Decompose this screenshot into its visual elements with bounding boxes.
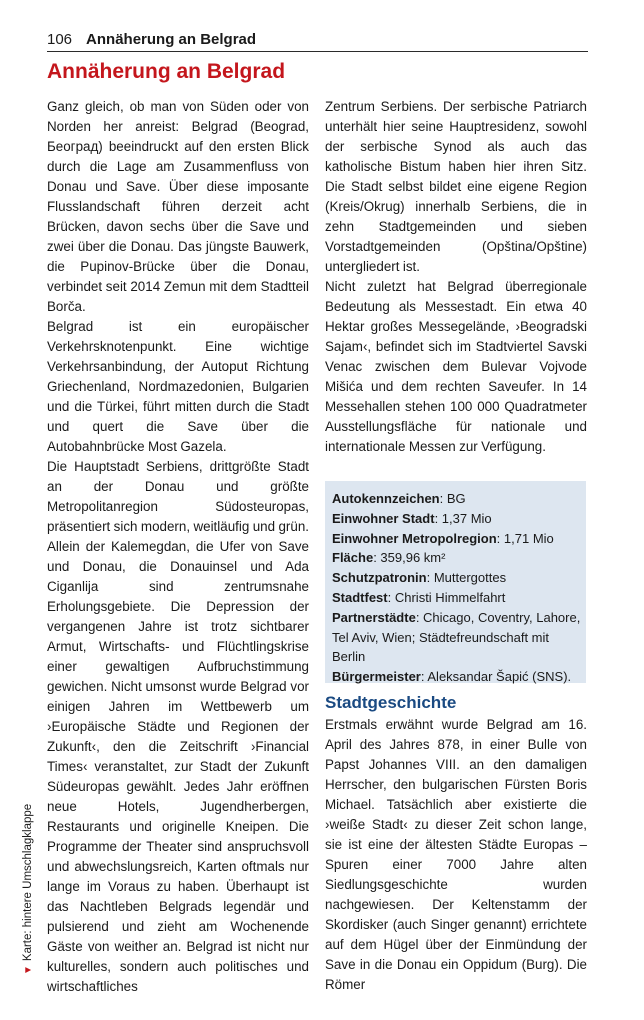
fact-partner-cities: Partnerstädte: Chicago, Coventry, Lahore, Tel Aviv, Wien; Städtefreundschaft mit Berlin <box>332 609 581 665</box>
fact-patron-saint: Schutzpatronin: Muttergottes <box>332 570 507 586</box>
running-head <box>47 30 587 50</box>
fact-license-plate: Autokennzeichen: BG <box>332 491 466 506</box>
section-body <box>325 715 587 995</box>
paragraph: Die Hauptstadt Serbiens, drittgrößte Stadt an der Donau und größte Metropolitanregion Südosteuropas, präsentiert sich modern, weitläufig und grün. Allein der Kalemegdan, die Ufer von Save und Donau, die Donauinsel und Ada Ciganlija sind zentrumsnahe Erholungsgebiete. Die Depression der vergangenen Jahre ist trotz sichtbarer Armut, Wirtschafts- und Flüchtlingskrise einer gewaltigen Aufbruchstimmung gewichen. Nicht umsonst wurde Belgrad vor einigen Jahren im Wettbewerb um ›Europäische Städte und Regionen der Zukunft‹, den die Zeitschrift ›Financial Times‹ veranstaltet, zur Stadt der Zukunft Südeuropas gewählt. Jedes Jahr eröffnen neue Hotels, Jugendherbergen, Restaurants und originelle Kneipen. Die Programme der Theater sind anspruchsvoll und abwechslungsreich, Karten oftmals nur lange im Voraus zu haben. Überhaupt ist das Nachtleben Belgrads legendär und pulsierend und zieht am Wochenende Gäste von weither an. Belgrad ist nicht nur kulturelles, sondern auch politisches und wirtschaftliches <box>47 459 309 994</box>
paragraph: Belgrad ist ein europäischer Verkehrsknotenpunkt. Eine wichtige Verkehrsanbindung, der Autoput Richtung Griechenland, Nordmazedonien, Bulgarien und die Türkei, führt mitten durch die Stadt und quert die Save über die Autobahnbrücke Most Gazela. <box>47 319 309 454</box>
fact-label: Schutzpatronin <box>332 570 427 586</box>
paragraph: Ganz gleich, ob man von Süden oder von Norden her anreist: Belgrad (Beograd, Београд) beeindruckt auf den ersten Blick durch die Lage am Zusammenfluss von Donau und Save. Über diese imposante Flusslandschaft führen derzeit acht Brücken, davon sechs über die Save und zwei über die Donau. Das jüngste Bauwerk, die Pupinov-Brücke über die Donau, verbindet seit 2014 Zemun mit dem Stadtteil Borča. <box>47 99 309 314</box>
section-title: Stadtgeschichte <box>325 693 457 712</box>
fact-area: Fläche: 359,96 km² <box>332 550 446 566</box>
paragraph: Nicht zuletzt hat Belgrad überregionale Bedeutung als Messestadt. Ein etwa 40 Hektar großes Messegelände, ›Beogradski Sajam‹, befindet sich im Stadtviertel Savski Venac zwischen dem Bulevar Vojvode Mišića und dem rechten Saveufer. In 14 Messehallen stehen 100 000 Quadratmeter Ausstellungsfläche für nationale und internationale Messen zur Verfügung. <box>325 279 587 454</box>
fact-value: Chicago, Coventry, Lahore, Tel Aviv, Wien; Städtefreundschaft mit Berlin <box>332 609 581 665</box>
fact-population-city: Einwohner Stadt: 1,37 Mio <box>332 510 492 526</box>
fact-value: Christi Himmelfahrt <box>394 589 506 605</box>
fact-value: Muttergottes <box>433 570 507 586</box>
right-column <box>325 97 587 457</box>
fact-label: Fläche <box>332 550 374 566</box>
page-number: 106 <box>47 31 73 48</box>
fact-label: Bürgermeister <box>332 669 421 685</box>
chapter-title: Annäherung an Belgrad <box>47 60 286 83</box>
fact-city-festival: Stadtfest: Christi Himmelfahrt <box>332 589 506 605</box>
header-rule <box>47 51 588 52</box>
fact-label: Einwohner Stadt <box>332 510 435 526</box>
fact-value: Aleksandar Šapić (SNS). <box>427 669 572 685</box>
fact-label: Autokennzeichen <box>332 491 440 506</box>
fact-label: Stadtfest <box>332 589 388 605</box>
fact-population-metro: Einwohner Metropolregion: 1,71 Mio <box>332 530 554 546</box>
fact-value: 1,37 Mio <box>441 510 492 526</box>
fact-value: BG <box>446 491 466 506</box>
fact-value: 1,71 Mio <box>503 530 554 546</box>
map-reference-text: Karte: hintere Umschlagklappe <box>22 803 34 962</box>
fact-label: Einwohner Metropolregion <box>332 530 497 546</box>
triangle-icon: ▼ <box>23 965 34 975</box>
running-head-title: Annäherung an Belgrad <box>86 31 257 48</box>
fact-mayor: Bürgermeister: Aleksandar Šapić (SNS). <box>332 669 572 685</box>
facts-box <box>325 481 586 683</box>
map-reference <box>18 803 238 975</box>
fact-label: Partnerstädte <box>332 609 416 625</box>
paragraph: Zentrum Serbiens. Der serbische Patriarch unterhält hier seine Hauptresidenz, sowohl der serbische Synod als auch das katholische Bistum haben hier ihren Sitz. Die Stadt selbst bildet eine eigene Region (Kreis/Okrug) innerhalb Serbiens, die in zehn Stadtgemeinden und sieben Vorstadtgemeinden (Opština/Opštine) untergliedert ist. <box>325 99 587 274</box>
fact-value: 359,96 km² <box>380 550 446 566</box>
left-column <box>47 97 309 997</box>
paragraph: Erstmals erwähnt wurde Belgrad am 16. April des Jahres 878, in einer Bulle von Papst Johannes VIII. an den damaligen Herrscher, den bulgarischen Fürsten Boris Michael. Tatsächlich aber existierte die ›weiße Stadt‹ zu dieser Zeit schon lange, sie ist eine der ältesten Städte Europas – Spuren einer 7000 Jahre alten Siedlungsgeschichte wurden nachgewiesen. Der Keltenstamm der Skordisker (auch Singer genannt) errichtete auf dem Hügel über der Einmündung der Save in die Donau ein Oppidum (Burg). Die Römer <box>325 717 587 992</box>
